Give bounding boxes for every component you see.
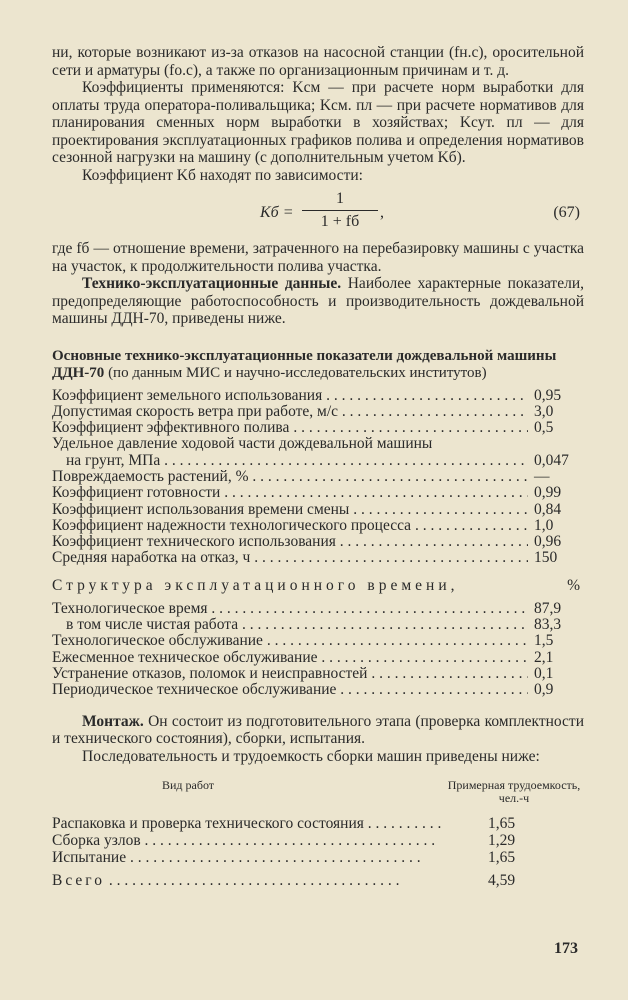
formula-explanation: где fб — отношение времени, затраченного на перебазировку машины с участка на участок, к продолжительности полива участка.	[52, 240, 584, 275]
table-row: Ежесменное техническое обслуживание . . . 2,1	[52, 650, 584, 666]
table-row: на грунт, МПа . . . 0,047	[52, 453, 584, 469]
indicators-table-title	[52, 348, 584, 382]
time-structure-table	[52, 601, 584, 699]
table-row: Коэффициент земельного использования . . . 0,95	[52, 388, 584, 404]
formula-fraction	[302, 190, 378, 231]
table-row: Коэффициент надежности технологического процесса . . . 1,0	[52, 518, 584, 534]
formula-lhs: Kб =	[260, 204, 294, 221]
formula-number: (67)	[553, 204, 580, 221]
table-row: Периодическое техническое обслуживание . . . 0,9	[52, 682, 584, 698]
table-row: Сборка узлов . . . 1,29	[52, 832, 584, 849]
indicators-table	[52, 388, 584, 567]
assembly-table	[52, 815, 584, 889]
table-row: Устранение отказов, поломок и неисправностей . . . 0,1	[52, 666, 584, 682]
table-row: Повреждаемость растений, % . . . —	[52, 469, 584, 485]
page-body	[52, 44, 584, 889]
table-row: Удельное давление ходовой части дождевальной машины	[52, 436, 433, 453]
intro-paragraph: ни, которые возникают из-за отказов на насосной станции (fн.с), оросительной сети и арматуры (fо.с), а также по организационным причинам и т. д.	[52, 44, 584, 79]
assembly-paragraph	[52, 713, 584, 748]
table-row: Коэффициент использования времени смены . . . 0,84	[52, 502, 584, 518]
table-row: Средняя наработка на отказ, ч . . . 150	[52, 550, 584, 566]
indicators-title-bold: Основные технико-эксплуатационные показатели дождевальной машины ДДН-70	[52, 347, 557, 381]
time-structure-heading	[52, 577, 584, 595]
table-row: Технологическое обслуживание . . . 1,5	[52, 633, 584, 649]
assembly-text: Он состоит из подготовительного этапа (проверка комплектности и технического состояния), сборки, испытания.	[52, 712, 584, 748]
total-row: Всего . . . 4,59	[52, 872, 584, 889]
table-row: Испытание . . . 1,65	[52, 849, 584, 866]
kb-dependency-text: Коэффициент Kб находят по зависимости:	[82, 166, 363, 184]
assembly-sequence-text: Последовательность и трудоемкость сборки машин приведены ниже:	[82, 747, 540, 765]
formula-comma: ,	[380, 204, 384, 221]
coefficients-paragraph: Коэффициенты применяются: Kсм — при расчете норм выработки для оплаты труда оператора-поливальщика; Kсм. пл — при расчете нормативов для планирования сменных норм выработки в хозяйствах; Kсут. пл — для проектирования эксплуатационных графиков полива и определения нормативов сезонной нагрузки на машину (с дополнительным учетом Kб).	[52, 79, 584, 166]
formula-67	[52, 190, 584, 236]
table-row: Коэффициент технического использования . . . 0,96	[52, 534, 584, 550]
tech-data-heading: Технико-эксплуатационные данные.	[82, 275, 342, 292]
table-row: Коэффициент готовности . . . 0,99	[52, 485, 584, 501]
assembly-table-header	[52, 779, 584, 805]
table-row: в том числе чистая работа . . . 83,3	[52, 617, 584, 633]
table-row: Допустимая скорость ветра при работе, м/с . . . 3,0	[52, 404, 584, 420]
labor-header: Примерная трудоемкость, чел.-ч	[447, 778, 581, 806]
formula-numerator: 1	[302, 190, 378, 211]
work-type-header: Вид работ	[162, 778, 215, 793]
time-structure-label: Структура эксплуатационного времени,	[52, 576, 459, 594]
tech-data-text: Наиболее характерные показатели, предопределяющие работоспособность и производительность дождевальной машины ДДН-70, приведены ниже.	[52, 275, 584, 327]
formula-denominator: 1 + fб	[320, 213, 360, 230]
table-row: Коэффициент эффективного полива . . . 0,5	[52, 420, 584, 436]
page-number: 173	[554, 940, 578, 957]
tech-data-paragraph	[52, 275, 584, 328]
time-structure-unit: %	[567, 576, 584, 594]
assembly-heading: Монтаж.	[82, 712, 144, 730]
table-row: Распаковка и проверка технического состояния . . . 1,65	[52, 815, 584, 832]
indicators-title-normal: (по данным МИС и научно-исследовательских институтов)	[104, 364, 487, 381]
table-row: Технологическое время . . . 87,9	[52, 601, 584, 617]
